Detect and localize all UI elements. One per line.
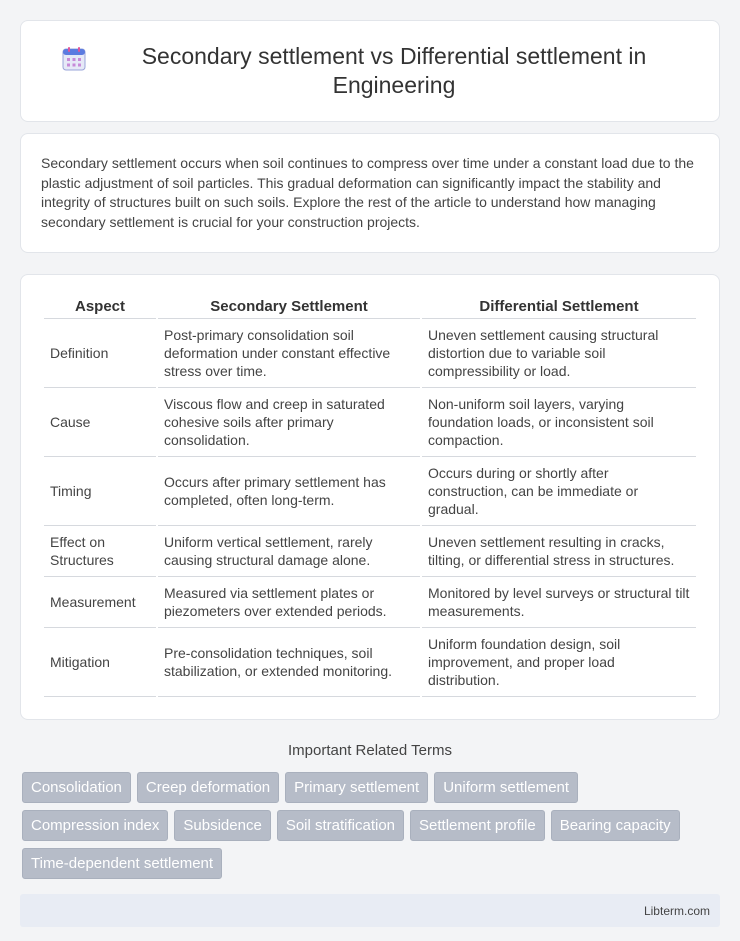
row-differential: Non-uniform soil layers, varying foundation loads, or inconsistent soil compaction. — [422, 388, 696, 457]
footer — [20, 894, 720, 927]
row-differential: Occurs during or shortly after construction, can be immediate or gradual. — [422, 457, 696, 526]
table-header-row — [44, 295, 696, 319]
row-differential: Monitored by level surveys or structural tilt measurements. — [422, 577, 696, 628]
term-tag[interactable]: Settlement profile — [410, 810, 545, 841]
header-aspect: Aspect — [44, 295, 156, 319]
table-row — [44, 628, 696, 697]
table-row — [44, 388, 696, 457]
term-tag[interactable]: Subsidence — [174, 810, 270, 841]
related-terms-title: Important Related Terms — [288, 742, 452, 759]
row-secondary: Measured via settlement plates or piezometers over extended periods. — [158, 577, 420, 628]
row-aspect: Measurement — [44, 577, 156, 628]
table-row — [44, 319, 696, 388]
intro-text: Secondary settlement occurs when soil continues to compress over time under a constant load due to the plastic adjustment of soil particles. This gradual deformation can significantly impact the stability and integrity of structures built on such soils. Explore the rest of the article to understand how managing secondary settlement is crucial for your construction projects. — [41, 155, 694, 230]
header-differential: Differential Settlement — [422, 295, 696, 319]
intro-card — [20, 133, 720, 253]
term-tag[interactable]: Time-dependent settlement — [22, 848, 222, 879]
row-aspect: Mitigation — [44, 628, 156, 697]
row-aspect: Effect on Structures — [44, 526, 156, 577]
page-title: Secondary settlement vs Differential settlement in Engineering — [141, 43, 647, 98]
term-tag[interactable]: Primary settlement — [285, 772, 428, 803]
footer-brand-link[interactable]: Libterm.com — [643, 903, 710, 918]
row-secondary: Viscous flow and creep in saturated cohesive soils after primary consolidation. — [158, 388, 420, 457]
term-tag[interactable]: Bearing capacity — [551, 810, 680, 841]
row-secondary: Occurs after primary settlement has completed, often long-term. — [158, 457, 420, 526]
term-tag[interactable]: Creep deformation — [137, 772, 279, 803]
table-row — [44, 526, 696, 577]
row-secondary: Post-primary consolidation soil deformation under constant effective stress over time. — [158, 319, 420, 388]
row-aspect: Cause — [44, 388, 156, 457]
row-differential: Uniform foundation design, soil improvement, and proper load distribution. — [422, 628, 696, 697]
header-inner — [61, 42, 679, 100]
row-aspect: Definition — [44, 319, 156, 388]
row-secondary: Pre-consolidation techniques, soil stabilization, or extended monitoring. — [158, 628, 420, 697]
term-tag[interactable]: Soil stratification — [277, 810, 404, 841]
header-secondary: Secondary Settlement — [158, 295, 420, 319]
calendar-icon — [61, 46, 87, 72]
row-differential: Uneven settlement resulting in cracks, tilting, or differential stress in structures. — [422, 526, 696, 577]
row-differential: Uneven settlement causing structural distortion due to variable soil compressibility or load. — [422, 319, 696, 388]
table-row — [44, 577, 696, 628]
term-tag[interactable]: Uniform settlement — [434, 772, 578, 803]
header-card — [20, 20, 720, 122]
term-tag[interactable]: Consolidation — [22, 772, 131, 803]
comparison-card — [20, 274, 720, 720]
related-terms-list — [20, 772, 720, 879]
comparison-table — [42, 295, 698, 697]
row-secondary: Uniform vertical settlement, rarely causing structural damage alone. — [158, 526, 420, 577]
row-aspect: Timing — [44, 457, 156, 526]
term-tag[interactable]: Compression index — [22, 810, 168, 841]
table-row — [44, 457, 696, 526]
